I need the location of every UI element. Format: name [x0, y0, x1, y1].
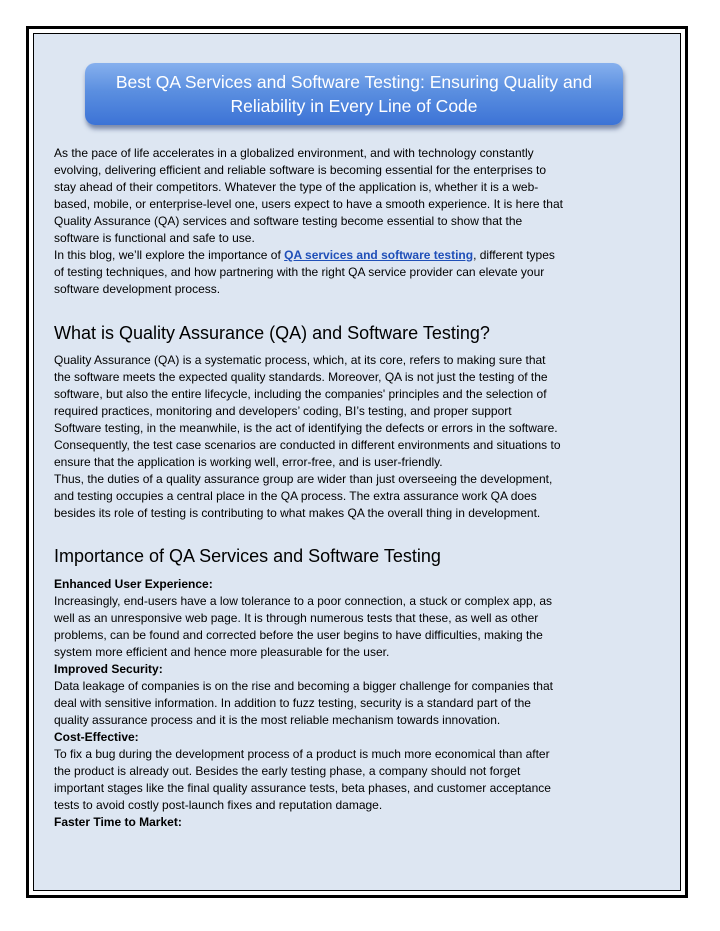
- text-line: As the pace of life accelerates in a globalized environment, and with technology constantly: [54, 146, 534, 160]
- title-banner: [85, 63, 623, 125]
- text-line: Data leakage of companies is on the rise and becoming a bigger challenge for companies that: [54, 679, 553, 693]
- subheading-cost-effective: Cost-Effective:: [54, 730, 139, 744]
- text-line: software development process.: [54, 282, 221, 296]
- text-line: required practices, monitoring and developers’ coding, BI’s testing, and proper support: [54, 404, 512, 418]
- section-heading-what-is-qa: What is Quality Assurance (QA) and Software Testing?: [54, 323, 490, 343]
- text-line: evolving, delivering efficient and reliable software is becoming essential for the enterprises to: [54, 163, 547, 177]
- text-line: well as an unresponsive web page. It is through numerous tests that these, as well as other: [54, 611, 539, 625]
- title-line-2: Reliability in Every Line of Code: [230, 96, 478, 116]
- text-line: Quality Assurance (QA) is a systematic process, which, at its core, refers to making sure that: [54, 353, 546, 367]
- text-line: Increasingly, end-users have a low tolerance to a poor connection, a stuck or complex app, as: [54, 594, 553, 608]
- text-line: Software testing, in the meanwhile, is the act of identifying the defects or errors in the software.: [54, 421, 558, 435]
- text-line: To fix a bug during the development process of a product is much more economical than after: [54, 747, 550, 761]
- text-line: of testing techniques, and how partnering with the right QA service provider can elevate your: [54, 265, 545, 279]
- blog-suffix: , different types: [473, 248, 555, 262]
- section1-paragraph: [54, 352, 561, 522]
- text-line: besides its role of testing is contributing to what makes QA the overall thing in development.: [54, 506, 541, 520]
- text-line: deal with sensitive information. In addition to fuzz testing, security is a standard part of the: [54, 696, 531, 710]
- subheading-security: Improved Security:: [54, 662, 163, 676]
- section-heading-importance: Importance of QA Services and Software Testing: [54, 546, 441, 566]
- subheading-time-to-market: Faster Time to Market:: [54, 815, 182, 829]
- text-line: ensure that the application is working well, error-free, and is user-friendly.: [54, 455, 443, 469]
- text-line: problems, can be found and corrected before the user begins to have difficulties, making the: [54, 628, 543, 642]
- blog-prefix: In this blog, we’ll explore the importance of: [54, 248, 285, 262]
- text-line: based, mobile, or enterprise-level one, users expect to have a smooth experience. It is here that: [54, 197, 563, 211]
- text-line: software is functional and safe to use.: [54, 231, 255, 245]
- text-line: system more efficient and hence more pleasurable for the user.: [54, 645, 390, 659]
- text-line: the product is already out. Besides the early testing phase, a company should not forget: [54, 764, 521, 778]
- blog-intro-line: [54, 247, 563, 264]
- intro-paragraph: [54, 145, 563, 298]
- title-line-1: Best QA Services and Software Testing: Ensuring Quality and: [115, 72, 593, 92]
- text-line: and testing occupies a central place in the QA process. The extra assurance work QA does: [54, 489, 537, 503]
- subheading-user-experience: Enhanced User Experience:: [54, 577, 213, 591]
- section2-content: [54, 576, 553, 831]
- text-line: software, but also the entire lifecycle, including the companies' principles and the selection of: [54, 387, 547, 401]
- text-line: tests to avoid costly post-launch fixes and reputation damage.: [54, 798, 383, 812]
- text-line: Consequently, the test case scenarios are conducted in different environments and situations to: [54, 438, 561, 452]
- text-line: Thus, the duties of a quality assurance group are wider than just overseeing the development,: [54, 472, 553, 486]
- text-line: Quality Assurance (QA) services and software testing become essential to show that the: [54, 214, 523, 228]
- text-line: the software meets the expected quality standards. Moreover, QA is not just the testing of the: [54, 370, 548, 384]
- text-line: stay ahead of their competitors. Whatever the type of the application is, whether it is a web-: [54, 180, 539, 194]
- qa-services-link[interactable]: QA services and software testing: [284, 248, 474, 262]
- text-line: important stages like the final quality assurance tests, beta phases, and customer acceptance: [54, 781, 551, 795]
- text-line: quality assurance process and it is the most reliable mechanism towards innovation.: [54, 713, 501, 727]
